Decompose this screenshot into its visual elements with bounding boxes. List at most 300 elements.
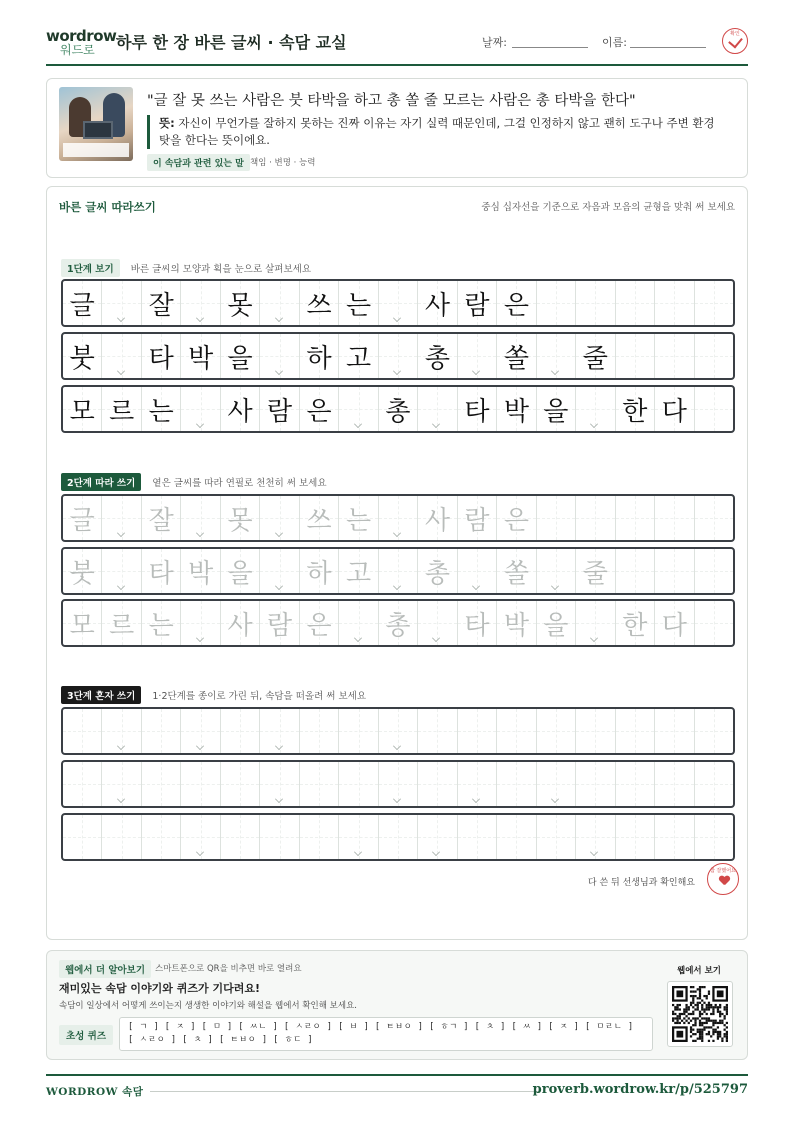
teacher-note: 다 쓴 뒤 선생님과 확인해요 (587, 878, 695, 888)
space-mark-icon (590, 420, 598, 428)
space-mark-icon (275, 314, 283, 322)
practice-cell[interactable] (260, 496, 299, 540)
proverb-title: "글 잘 못 쓰는 사람은 붓 타박을 하고 총 쏠 줄 모르는 사람은 총 타박을 한다" (147, 93, 636, 109)
practice-char: 다 (661, 610, 687, 641)
practice-row (61, 385, 735, 433)
practice-cell (300, 334, 339, 378)
practice-cell[interactable] (418, 496, 457, 540)
practice-cell[interactable] (181, 762, 220, 806)
practice-char: 은 (503, 505, 529, 536)
practice-cell (379, 334, 418, 378)
web-headline: 재미있는 속담 이야기와 퀴즈가 기다려요! (59, 982, 260, 995)
step3-desc: 1·2단계를 종이로 가린 뒤, 속담을 떠올려 써 보세요 (152, 690, 367, 702)
practice-cell (63, 281, 102, 325)
space-mark-icon (393, 367, 401, 375)
proverb-illustration (59, 87, 133, 161)
practice-cell[interactable] (181, 815, 220, 859)
space-mark-icon (275, 367, 283, 375)
check-stamp-icon (722, 28, 748, 54)
practice-cell (102, 334, 141, 378)
practice-cell (497, 387, 536, 431)
space-mark-icon (432, 420, 440, 428)
practice-cell (458, 387, 497, 431)
practice-cell[interactable] (458, 762, 497, 806)
practice-cell[interactable] (63, 549, 102, 593)
practice-cell[interactable] (418, 601, 457, 645)
practice-cell (616, 387, 655, 431)
practice-char: 박 (503, 610, 529, 641)
practice-cell (655, 334, 694, 378)
practice-cell[interactable] (221, 549, 260, 593)
practice-char: 람 (267, 610, 293, 641)
space-mark-icon (354, 848, 362, 856)
practice-cell[interactable] (260, 549, 299, 593)
practice-cell (221, 387, 260, 431)
space-mark-icon (275, 582, 283, 590)
step2-header (61, 471, 327, 489)
web-description: 속담이 일상에서 어떻게 쓰이는지 생생한 이야기와 해설을 웹에서 확인해 보세요. (59, 1001, 357, 1011)
practice-cell[interactable] (576, 549, 615, 593)
practice-cell (63, 387, 102, 431)
practice-cell (339, 334, 378, 378)
practice-cell[interactable] (379, 709, 418, 753)
practice-char: 람 (267, 396, 293, 427)
practice-char: 타 (148, 558, 174, 589)
practice-cell (655, 281, 694, 325)
space-mark-icon (354, 420, 362, 428)
practice-char: 는 (345, 505, 372, 536)
practice-cell[interactable] (497, 709, 536, 753)
page-header (46, 24, 748, 66)
practice-char: 잘 (148, 505, 174, 536)
practice-cell[interactable] (300, 549, 339, 593)
practice-char: 쏠 (503, 343, 529, 374)
practice-cell[interactable] (221, 601, 260, 645)
practice-cell[interactable] (418, 549, 457, 593)
practice-char: 총 (385, 396, 411, 427)
practice-cell[interactable] (379, 815, 418, 859)
practice-char: 못 (227, 505, 253, 536)
practice-char: 총 (424, 343, 451, 374)
practice-char: 사 (227, 610, 253, 641)
practice-cell (655, 387, 694, 431)
footer-divider (150, 1091, 540, 1092)
space-mark-icon (393, 742, 401, 750)
space-mark-icon (117, 795, 125, 803)
practice-cell[interactable] (260, 709, 299, 753)
space-mark-icon (117, 529, 125, 537)
practice-cell[interactable] (616, 601, 655, 645)
practice-char: 한 (622, 610, 648, 641)
logo-wordmark: wordrow (46, 27, 117, 45)
practice-cell (63, 334, 102, 378)
proverb-meaning (147, 115, 727, 149)
practice-cell (418, 387, 457, 431)
practice-cell[interactable] (300, 762, 339, 806)
practice-cell[interactable] (300, 815, 339, 859)
practice-cell[interactable] (63, 815, 102, 859)
qr-code-icon[interactable] (667, 981, 733, 1047)
practice-cell (418, 281, 457, 325)
wordrow-logo (46, 27, 117, 60)
practice-cell[interactable] (616, 709, 655, 753)
practice-char: 글 (69, 290, 95, 321)
space-mark-icon (354, 634, 362, 642)
practice-row (61, 707, 735, 755)
practice-row (61, 760, 735, 808)
page-footer (46, 1074, 748, 1104)
space-mark-icon (196, 742, 204, 750)
practice-char: 타 (148, 343, 174, 374)
practice-char: 쓰 (306, 290, 332, 321)
space-mark-icon (472, 582, 480, 590)
practice-cell[interactable] (63, 762, 102, 806)
practice-cell[interactable] (63, 601, 102, 645)
space-mark-icon (275, 742, 283, 750)
space-mark-icon (196, 420, 204, 428)
practice-cell[interactable] (142, 709, 181, 753)
practice-char: 을 (227, 343, 253, 374)
practice-cell (537, 334, 576, 378)
practice-cell (379, 281, 418, 325)
step1-badge: 1단계 보기 (61, 259, 120, 277)
practice-cell[interactable] (576, 762, 615, 806)
practice-char: 람 (464, 505, 490, 536)
space-mark-icon (393, 582, 401, 590)
practice-cell (300, 387, 339, 431)
teacher-stamp-text: 참 잘했어요 (710, 868, 736, 874)
practice-cell (142, 281, 181, 325)
related-tag: 이 속담과 관련 있는 말 (147, 154, 250, 171)
practice-cell (181, 387, 220, 431)
practice-cell[interactable] (497, 496, 536, 540)
practice-cell (695, 281, 733, 325)
practice-char: 붓 (69, 558, 95, 589)
space-mark-icon (196, 848, 204, 856)
space-mark-icon (275, 529, 283, 537)
practice-row (61, 547, 735, 595)
step2-badge: 2단계 따라 쓰기 (61, 473, 141, 491)
practice-char: 하 (306, 558, 332, 589)
practice-char: 고 (345, 343, 372, 374)
practice-char: 잘 (148, 290, 174, 321)
practice-cell[interactable] (102, 815, 141, 859)
practice-cell[interactable] (339, 549, 378, 593)
practice-cell[interactable] (221, 762, 260, 806)
practice-char: 을 (543, 610, 569, 641)
related-words: 책임 · 변명 · 능력 (250, 158, 316, 168)
practice-cell[interactable] (300, 496, 339, 540)
practice-cell[interactable] (576, 496, 615, 540)
step3-header (61, 684, 366, 702)
practice-cell[interactable] (260, 601, 299, 645)
space-mark-icon (432, 848, 440, 856)
web-badge-desc: 스마트폰으로 QR을 비추면 바로 열려요 (155, 964, 302, 974)
practice-cell[interactable] (418, 762, 457, 806)
practice-cell[interactable] (221, 815, 260, 859)
step2-desc: 옅은 글씨를 따라 연필로 천천히 써 보세요 (152, 477, 327, 489)
practice-cell[interactable] (576, 601, 615, 645)
practice-cell[interactable] (695, 709, 733, 753)
practice-cell[interactable] (260, 815, 299, 859)
practice-cell[interactable] (181, 709, 220, 753)
step1-header (61, 257, 311, 275)
practice-cell[interactable] (497, 762, 536, 806)
practice-char: 사 (424, 505, 451, 536)
practice-cell (695, 334, 733, 378)
heart-icon (719, 876, 729, 885)
practice-cell (576, 281, 615, 325)
practice-cell[interactable] (221, 709, 260, 753)
practice-cell[interactable] (655, 762, 694, 806)
practice-cell[interactable] (616, 496, 655, 540)
practice-cell (300, 281, 339, 325)
practice-cell[interactable] (142, 815, 181, 859)
space-mark-icon (432, 634, 440, 642)
practice-cell[interactable] (339, 762, 378, 806)
practice-cell[interactable] (102, 496, 141, 540)
practice-cell[interactable] (181, 601, 220, 645)
space-mark-icon (472, 795, 480, 803)
practice-cell[interactable] (537, 709, 576, 753)
practice-row (61, 599, 735, 647)
practice-row (61, 494, 735, 542)
quiz-label: 초성 퀴즈 (59, 1025, 113, 1045)
practice-cell[interactable] (497, 815, 536, 859)
practice-cell (497, 334, 536, 378)
step3-badge: 3단계 혼자 쓰기 (61, 686, 141, 704)
practice-cell[interactable] (458, 496, 497, 540)
practice-cell[interactable] (655, 709, 694, 753)
practice-cell[interactable] (576, 709, 615, 753)
practice-cell[interactable] (142, 496, 181, 540)
practice-subtitle: 중심 십자선을 기준으로 자음과 모음의 균형을 맞춰 써 보세요 (481, 202, 735, 213)
practice-cell[interactable] (695, 549, 733, 593)
practice-cell[interactable] (379, 601, 418, 645)
name-label: 이름: (602, 36, 627, 49)
practice-cell (260, 334, 299, 378)
practice-cell[interactable] (695, 496, 733, 540)
space-mark-icon (196, 314, 204, 322)
practice-cell[interactable] (655, 601, 694, 645)
practice-cell[interactable] (339, 709, 378, 753)
practice-char: 쏠 (503, 558, 529, 589)
space-mark-icon (117, 314, 125, 322)
quiz-text: [ ㄱ ] [ ㅈ ] [ ㅁ ] [ ㅆㄴ ] [ ㅅㄹㅇ ] [ ㅂ ] [ ㅌㅂㅇ ] [ ㅎㄱ ] [ ㅊ ] [ ㅆ ] [ ㅈ ] [ ㅁㄹㄴ ] [ ㅅㄹㅇ ] [ ㅊ ] [ ㅌㅂㅇ ] [ ㅎㄷ ] (119, 1017, 653, 1051)
practice-cell (576, 387, 615, 431)
practice-cell[interactable] (63, 709, 102, 753)
practice-cell (221, 334, 260, 378)
space-mark-icon (551, 795, 559, 803)
space-mark-icon (472, 367, 480, 375)
practice-cell (339, 281, 378, 325)
space-mark-icon (551, 582, 559, 590)
practice-cell[interactable] (695, 601, 733, 645)
practice-cell[interactable] (616, 549, 655, 593)
practice-char: 람 (464, 290, 490, 321)
practice-cell[interactable] (497, 549, 536, 593)
space-mark-icon (117, 582, 125, 590)
step1-desc: 바른 글씨의 모양과 획을 눈으로 살펴보세요 (130, 263, 312, 275)
practice-char: 총 (424, 558, 451, 589)
space-mark-icon (196, 634, 204, 642)
practice-cell (458, 334, 497, 378)
space-mark-icon (551, 367, 559, 375)
practice-char: 박 (188, 558, 214, 589)
practice-cell[interactable] (63, 496, 102, 540)
practice-cell (616, 281, 655, 325)
practice-char: 는 (148, 396, 174, 427)
practice-char: 을 (543, 396, 569, 427)
practice-section (46, 186, 748, 940)
space-mark-icon (393, 529, 401, 537)
practice-cell[interactable] (102, 601, 141, 645)
practice-cell[interactable] (102, 709, 141, 753)
teacher-stamp-icon (707, 863, 739, 895)
practice-cell[interactable] (695, 815, 733, 859)
practice-cell[interactable] (181, 496, 220, 540)
practice-cell[interactable] (418, 709, 457, 753)
practice-row (61, 279, 735, 327)
practice-char: 총 (385, 610, 411, 641)
practice-cell (576, 334, 615, 378)
practice-cell[interactable] (655, 549, 694, 593)
practice-char: 은 (306, 610, 332, 641)
practice-char: 다 (661, 396, 687, 427)
footer-url[interactable]: proverb.wordrow.kr/p/525797 (532, 1082, 748, 1097)
practice-cell (537, 387, 576, 431)
practice-row (61, 813, 735, 861)
practice-cell[interactable] (339, 815, 378, 859)
practice-char: 박 (503, 396, 529, 427)
practice-cell[interactable] (537, 601, 576, 645)
practice-char: 타 (464, 610, 490, 641)
practice-cell (142, 334, 181, 378)
practice-char: 하 (306, 343, 332, 374)
practice-row (61, 332, 735, 380)
practice-cell[interactable] (300, 709, 339, 753)
space-mark-icon (275, 795, 283, 803)
practice-cell[interactable] (379, 762, 418, 806)
practice-cell[interactable] (339, 496, 378, 540)
page-title: 하루 한 장 바른 글씨 · 속담 교실 (116, 33, 347, 52)
practice-cell[interactable] (537, 762, 576, 806)
practice-cell (695, 387, 733, 431)
practice-char: 사 (227, 396, 253, 427)
practice-cell[interactable] (221, 496, 260, 540)
practice-cell[interactable] (458, 549, 497, 593)
practice-char: 줄 (582, 343, 608, 374)
practice-cell[interactable] (655, 815, 694, 859)
practice-cell (260, 281, 299, 325)
practice-cell[interactable] (537, 496, 576, 540)
practice-char: 을 (227, 558, 253, 589)
practice-char: 한 (622, 396, 648, 427)
practice-cell[interactable] (458, 815, 497, 859)
practice-char: 르 (109, 396, 135, 427)
date-field[interactable] (512, 47, 588, 48)
meaning-text: 자신이 무언가를 잘하지 못하는 진짜 이유는 자기 실력 때문인데, 그걸 인정하지 않고 괜히 도구나 주변 환경 탓을 한다는 뜻이에요. (159, 116, 715, 147)
practice-cell[interactable] (537, 549, 576, 593)
practice-cell (221, 281, 260, 325)
check-stamp-text: 확인 (730, 31, 740, 37)
space-mark-icon (590, 848, 598, 856)
web-badge: 웹에서 더 알아보기 (59, 960, 151, 978)
practice-char: 타 (464, 396, 490, 427)
practice-char: 글 (69, 505, 95, 536)
name-field[interactable] (630, 47, 706, 48)
practice-char: 은 (503, 290, 529, 321)
space-mark-icon (393, 314, 401, 322)
practice-cell[interactable] (339, 601, 378, 645)
practice-cell[interactable] (260, 762, 299, 806)
practice-cell[interactable] (458, 709, 497, 753)
practice-cell[interactable] (695, 762, 733, 806)
practice-char: 줄 (582, 558, 608, 589)
practice-cell (616, 334, 655, 378)
practice-cell[interactable] (616, 815, 655, 859)
practice-char: 못 (227, 290, 253, 321)
practice-cell (181, 281, 220, 325)
practice-cell[interactable] (142, 762, 181, 806)
practice-cell (102, 387, 141, 431)
practice-char: 모 (69, 610, 95, 641)
space-mark-icon (590, 634, 598, 642)
logo-korean: 워드로 (60, 43, 95, 57)
practice-cell[interactable] (537, 815, 576, 859)
practice-char: 는 (148, 610, 174, 641)
practice-char: 박 (188, 343, 214, 374)
practice-char: 모 (69, 396, 95, 427)
practice-cell[interactable] (142, 601, 181, 645)
space-mark-icon (117, 742, 125, 750)
practice-cell (181, 334, 220, 378)
practice-char: 쓰 (306, 505, 332, 536)
practice-cell[interactable] (497, 601, 536, 645)
practice-cell[interactable] (379, 549, 418, 593)
practice-cell[interactable] (379, 496, 418, 540)
practice-title: 바른 글씨 따라쓰기 (59, 200, 156, 214)
space-mark-icon (117, 367, 125, 375)
practice-cell (142, 387, 181, 431)
practice-cell[interactable] (142, 549, 181, 593)
practice-char: 은 (306, 396, 332, 427)
web-info-box (46, 950, 748, 1060)
practice-cell (418, 334, 457, 378)
practice-cell (379, 387, 418, 431)
practice-cell[interactable] (181, 549, 220, 593)
space-mark-icon (196, 529, 204, 537)
practice-cell[interactable] (576, 815, 615, 859)
practice-cell[interactable] (616, 762, 655, 806)
practice-cell (260, 387, 299, 431)
footer-brand: WORDROW 속담 (46, 1086, 144, 1098)
practice-char: 르 (109, 610, 135, 641)
qr-label: 웹에서 보기 (676, 966, 721, 976)
practice-cell[interactable] (418, 815, 457, 859)
practice-char: 고 (345, 558, 372, 589)
practice-cell (537, 281, 576, 325)
meaning-label: 뜻: (159, 116, 175, 130)
practice-cell (102, 281, 141, 325)
practice-cell (458, 281, 497, 325)
practice-char: 사 (424, 290, 451, 321)
practice-cell[interactable] (655, 496, 694, 540)
practice-cell[interactable] (300, 601, 339, 645)
practice-cell[interactable] (458, 601, 497, 645)
practice-cell[interactable] (102, 549, 141, 593)
practice-cell[interactable] (102, 762, 141, 806)
